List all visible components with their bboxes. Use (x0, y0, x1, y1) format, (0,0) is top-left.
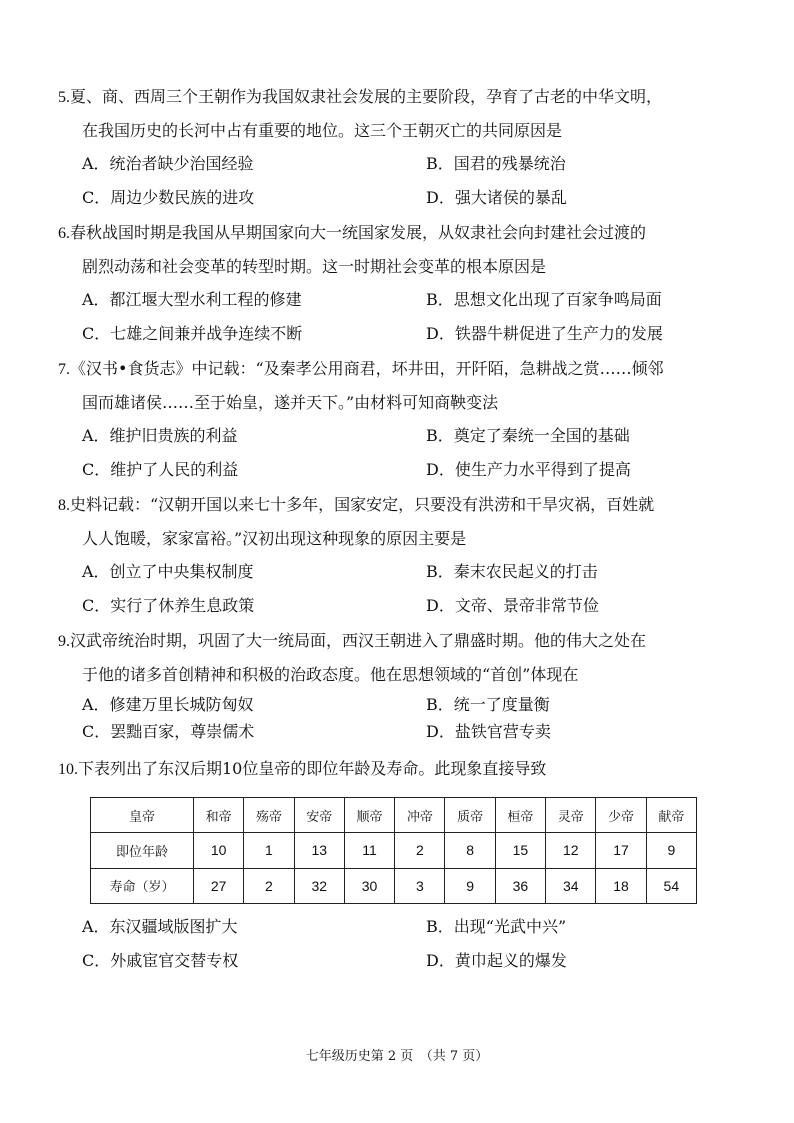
option-c: C．维护了人民的利益 (82, 460, 239, 479)
table-cell: 和帝 (194, 798, 244, 833)
row-header: 即位年龄 (91, 833, 194, 868)
table-cell: 1 (244, 833, 294, 868)
table-cell: 54 (646, 868, 696, 903)
table-cell: 灵帝 (546, 798, 596, 833)
table-cell: 18 (596, 868, 646, 903)
option-d: D．铁器牛耕促进了生产力的发展 (426, 324, 663, 343)
table-cell: 少帝 (596, 798, 646, 833)
question-stem-line: 于他的诸多首创精神和积极的治政态度。他在思想领域的“首创”体现在 (82, 665, 579, 684)
question-stem-line: 《汉书•食货志》中记载：“及秦孝公用商君，坏井田，开阡陌，急耕战之赏……倾邻 (70, 359, 664, 378)
table-cell: 11 (344, 833, 394, 868)
table-cell: 15 (495, 833, 545, 868)
option-b: B．奠定了秦统一全国的基础 (426, 426, 630, 445)
table-cell: 冲帝 (395, 798, 445, 833)
question-stem-line: 汉武帝统治时期，巩固了大一统局面，西汉王朝进入了鼎盛时期。他的伟大之处在 (70, 631, 647, 650)
question-stem-line: 夏、商、西周三个王朝作为我国奴隶社会发展的主要阶段，孕育了古老的中华文明， (70, 87, 663, 106)
row-header: 皇帝 (91, 798, 194, 833)
question-stem-line: 在我国历史的长河中占有重要的地位。这三个王朝灭亡的共同原因是 (82, 121, 563, 140)
question-number: 6. (58, 225, 70, 242)
table-cell: 安帝 (294, 798, 344, 833)
page-footer: 七年级历史第 2 页 （共 7 页） (305, 1049, 489, 1064)
option-d: D．黄巾起义的爆发 (426, 951, 567, 970)
option-a: A．修建万里长城防匈奴 (82, 695, 254, 714)
table-cell: 9 (646, 833, 696, 868)
option-d: D．文帝、景帝非常节俭 (426, 596, 599, 615)
question-number: 5. (58, 89, 70, 106)
option-d: D．强大诸侯的暴乱 (426, 188, 567, 207)
question-9 (58, 624, 718, 745)
option-a: A．东汉疆域版图扩大 (82, 917, 238, 936)
option-b: B．出现“光武中兴” (426, 917, 567, 936)
table-cell: 2 (244, 868, 294, 903)
option-c: C．周边少数民族的进攻 (82, 188, 255, 207)
question-number: 8. (58, 497, 70, 514)
table-cell: 27 (194, 868, 244, 903)
option-a: A．创立了中央集权制度 (82, 562, 254, 581)
question-stem-line: 史料记载：“汉朝开国以来七十多年，国家安定，只要没有洪涝和干旱灾祸，百姓就 (70, 495, 655, 514)
option-c: C．外戚宦官交替专权 (82, 951, 239, 970)
option-d: D．使生产力水平得到了提高 (426, 460, 631, 479)
table-cell: 32 (294, 868, 344, 903)
table-cell: 36 (495, 868, 545, 903)
table-cell: 质帝 (445, 798, 495, 833)
table-cell: 34 (546, 868, 596, 903)
table-cell: 9 (445, 868, 495, 903)
table-cell: 10 (194, 833, 244, 868)
option-b: B．统一了度量衡 (426, 695, 550, 714)
option-b: B．思想文化出现了百家争鸣局面 (426, 290, 662, 309)
table-cell: 桓帝 (495, 798, 545, 833)
option-c: C．实行了休养生息政策 (82, 596, 255, 615)
table-cell: 30 (344, 868, 394, 903)
question-10-options (58, 910, 718, 978)
question-5 (58, 80, 718, 215)
question-10 (58, 752, 738, 786)
row-header: 寿命（岁） (91, 868, 194, 903)
option-a: A．统治者缺少治国经验 (82, 154, 254, 173)
option-c: C．七雄之间兼并战争连续不断 (82, 324, 303, 343)
table-cell: 顺帝 (344, 798, 394, 833)
option-d: D．盐铁官营专卖 (426, 722, 551, 741)
table-cell: 3 (395, 868, 445, 903)
question-number: 7. (58, 361, 70, 378)
question-stem-line: 剧烈动荡和社会变革的转型时期。这一时期社会变革的根本原因是 (82, 257, 547, 276)
option-b: B．秦末农民起义的打击 (426, 562, 598, 581)
table-row (91, 868, 697, 903)
question-stem-line: 春秋战国时期是我国从早期国家向大一统国家发展，从奴隶社会向封建社会过渡的 (70, 223, 647, 242)
question-stem-line: 人人饱暖，家家富裕。”汉初出现这种现象的原因主要是 (82, 529, 467, 548)
emperor-table (90, 797, 697, 904)
table-cell: 殇帝 (244, 798, 294, 833)
table-row (91, 798, 697, 833)
table-cell: 13 (294, 833, 344, 868)
table-cell: 献帝 (646, 798, 696, 833)
option-a: A．都江堰大型水利工程的修建 (82, 290, 302, 309)
question-8 (58, 488, 718, 623)
table-cell: 12 (546, 833, 596, 868)
option-b: B．国君的残暴统治 (426, 154, 566, 173)
table-cell: 8 (445, 833, 495, 868)
question-number: 10. (58, 761, 78, 778)
question-stem-line: 国而雄诸侯……至于始皇，遂并天下。”由材料可知商鞅变法 (82, 393, 499, 412)
option-c: C．罢黜百家，尊崇儒术 (82, 722, 255, 741)
table-cell: 2 (395, 833, 445, 868)
question-stem-line: 下表列出了东汉后期10位皇帝的即位年龄及寿命。此现象直接导致 (78, 759, 547, 778)
question-6 (58, 216, 718, 351)
table-cell: 17 (596, 833, 646, 868)
question-number: 9. (58, 633, 70, 650)
option-a: A．维护旧贵族的利益 (82, 426, 238, 445)
table-row (91, 833, 697, 868)
question-7 (58, 352, 718, 487)
